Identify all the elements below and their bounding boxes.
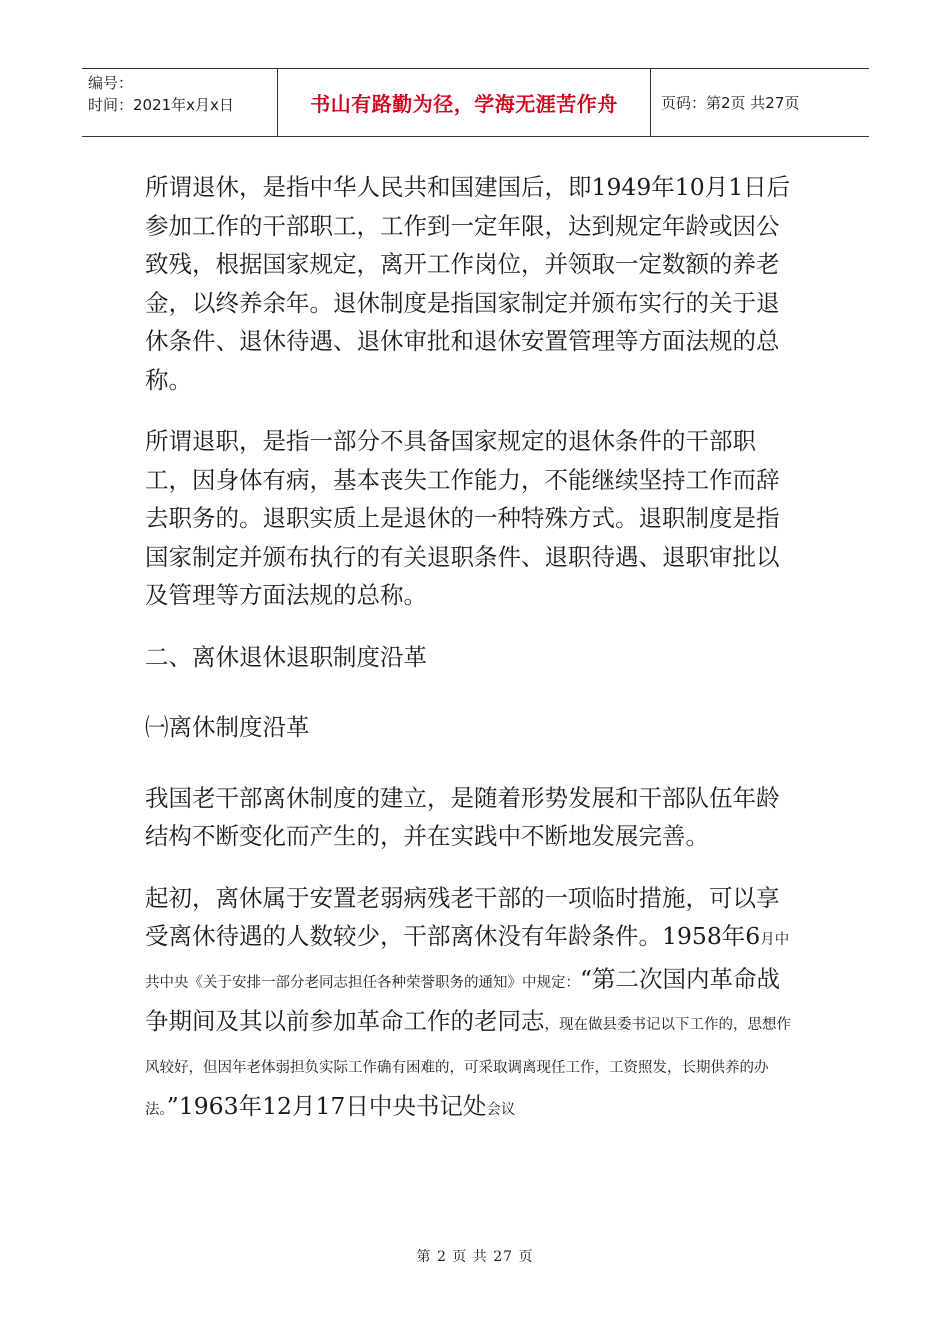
history-text-f: 会议: [486, 1102, 516, 1118]
document-number: 编号：: [88, 74, 134, 92]
document-body: [145, 168, 795, 1153]
paragraph-origin: 我国老干部离休制度的建立，是随着形势发展和干部队伍年龄结构不断变化而产生的，并在实践中不断地发展完善。: [145, 783, 780, 850]
header-meta: [82, 69, 278, 136]
document-date: 时间：2021年x月x日: [88, 96, 234, 114]
paragraph-retirement: 所谓退休，是指中华人民共和国建国后，即1949年10月1日后参加工作的干部职工，工作到一定年限，达到规定年龄或因公致残，根据国家规定，离开工作岗位，并领取一定数额的养老金，以终养余年。退休制度是指国家制定并颁布实行的关于退休条件、退休待遇、退休审批和退休安置管理等方面法规的总称。: [145, 173, 791, 394]
history-text-b: 月中共中央《关于安排一部分老同志担任各种荣誉职务的通知》中规定：: [145, 932, 790, 991]
page-footer: 第 2 页 共 27 页: [416, 1249, 534, 1265]
page-header: [82, 68, 869, 137]
header-motto: 书山有路勤为径，学海无涯苦作舟: [278, 69, 651, 136]
paragraph-resignation: 所谓退职，是指一部分不具备国家规定的退休条件的干部职工，因身体有病，基本丧失工作能力，不能继续坚持工作而辞去职务的。退职实质上是退休的一种特殊方式。退职制度是指国家制定并颁布执行的有关退职条件、退职待遇、退职审批以及管理等方面法规的总称。: [145, 427, 780, 609]
history-text-a: 起初，离休属于安置老弱病残老干部的一项临时措施，可以享受离休待遇的人数较少，干部离休没有年龄条件。1958年6: [145, 883, 780, 950]
header-page-info: 页码：第2页 共27页: [661, 94, 800, 112]
history-text-d: ，现在做县委书记以下工作的，思想作风较好，但因年老体弱担负实际工作确有困难的，可采取调离现任工作，工资照发，长期供养的办法。: [145, 1017, 791, 1118]
subsection-heading: ㈠离休制度沿革: [145, 713, 310, 741]
history-text-c: “第二次国内革命战争期间及其以前参加革命工作的老同志: [145, 964, 781, 1035]
paragraph-history: [145, 879, 795, 1130]
section-heading: 二、离休退休退职制度沿革: [145, 642, 427, 671]
history-text-e: ”1963年12月17日中央书记处: [166, 1092, 487, 1120]
